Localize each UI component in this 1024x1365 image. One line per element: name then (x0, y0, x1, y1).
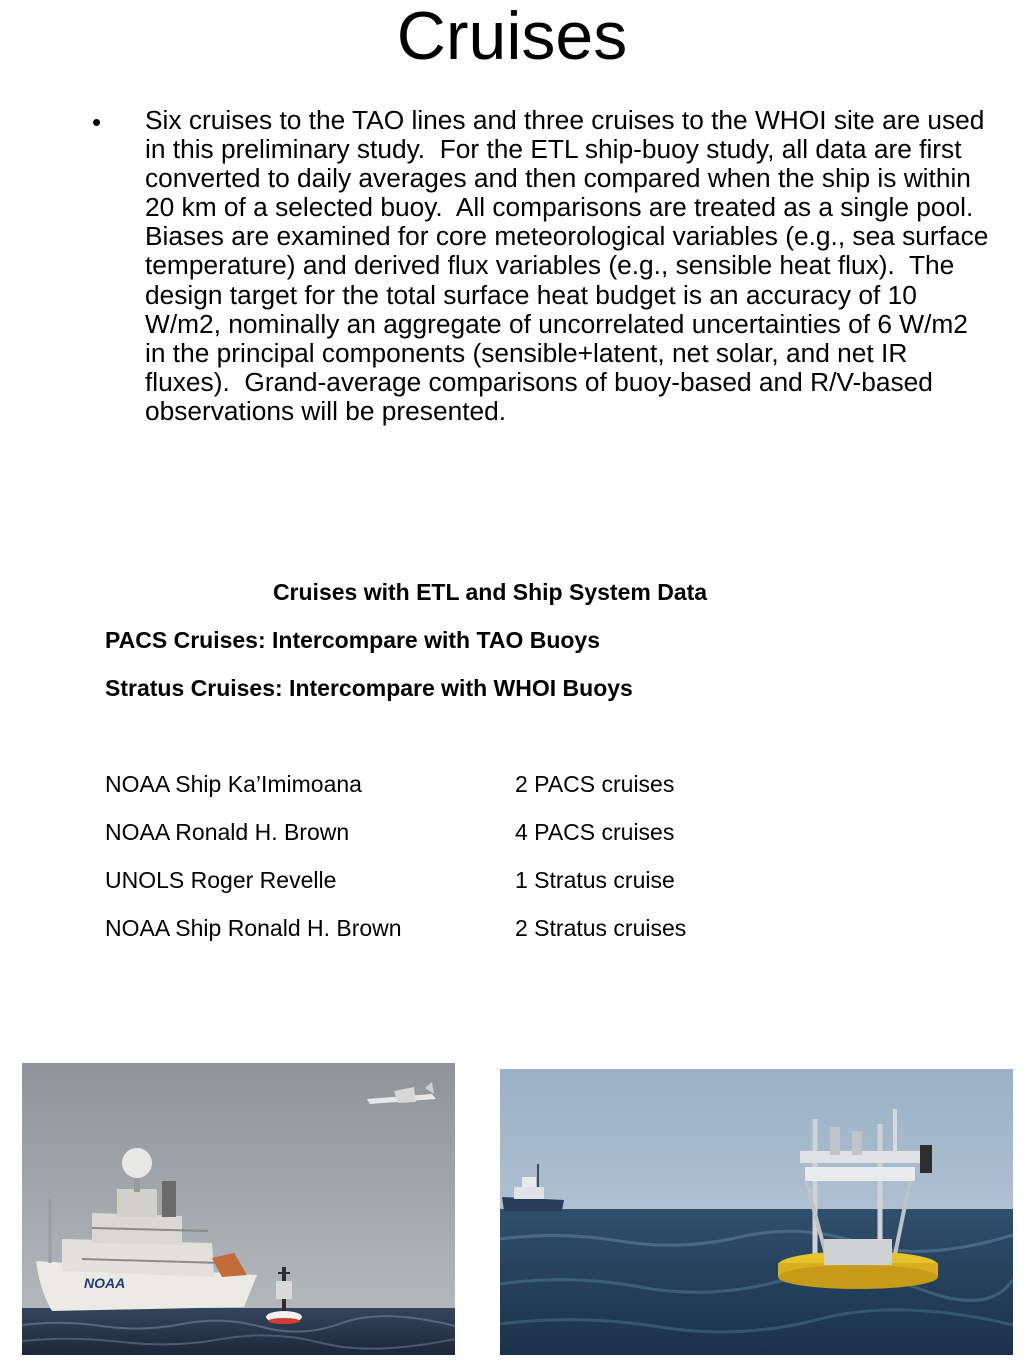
stratus-cruises-line: Stratus Cruises: Intercompare with WHOI Buoys (105, 675, 633, 701)
cruise-count: 2 Stratus cruises (515, 915, 687, 941)
ship-buoy-photo (22, 1063, 455, 1355)
bullet-paragraph: Six cruises to the TAO lines and three cruises to the WHOI site are used in this preliminary study. For the ETL ship-buoy study, all data are first converted to daily averages and then compared when the ship is within 20 km of a selected buoy. All comparisons are treated as a single pool. Biases are examined for core meteorological variables (e.g., sea surface temperature) and derived flux variables (e.g., sensible heat flux). The design target for the total surface heat budget is an accuracy of 10 W/m2, nominally an aggregate of uncorrelated uncertainties of 6 W/m2 in the principal components (sensible+latent, net solar, and net IR fluxes). Grand-average comparisons of buoy-based and R/V-based observations will be presented. (145, 105, 996, 426)
pacs-cruises-line: PACS Cruises: Intercompare with TAO Buoys (105, 627, 601, 653)
page-title: Cruises (396, 0, 628, 74)
ship-name: NOAA Ronald H. Brown (105, 819, 350, 845)
ship-name: NOAA Ship Ronald H. Brown (105, 915, 402, 941)
ship-name: UNOLS Roger Revelle (105, 867, 337, 893)
table-heading: Cruises with ETL and Ship System Data (272, 579, 708, 605)
moored-buoy-photo (500, 1069, 1013, 1355)
hull-marking: NOAA (84, 1275, 126, 1291)
ship-name: NOAA Ship Ka’Imimoana (105, 771, 362, 797)
bullet-marker: • (92, 107, 102, 137)
cruise-count: 2 PACS cruises (515, 771, 675, 797)
cruise-count: 1 Stratus cruise (515, 867, 675, 893)
cruise-count: 4 PACS cruises (515, 819, 675, 845)
